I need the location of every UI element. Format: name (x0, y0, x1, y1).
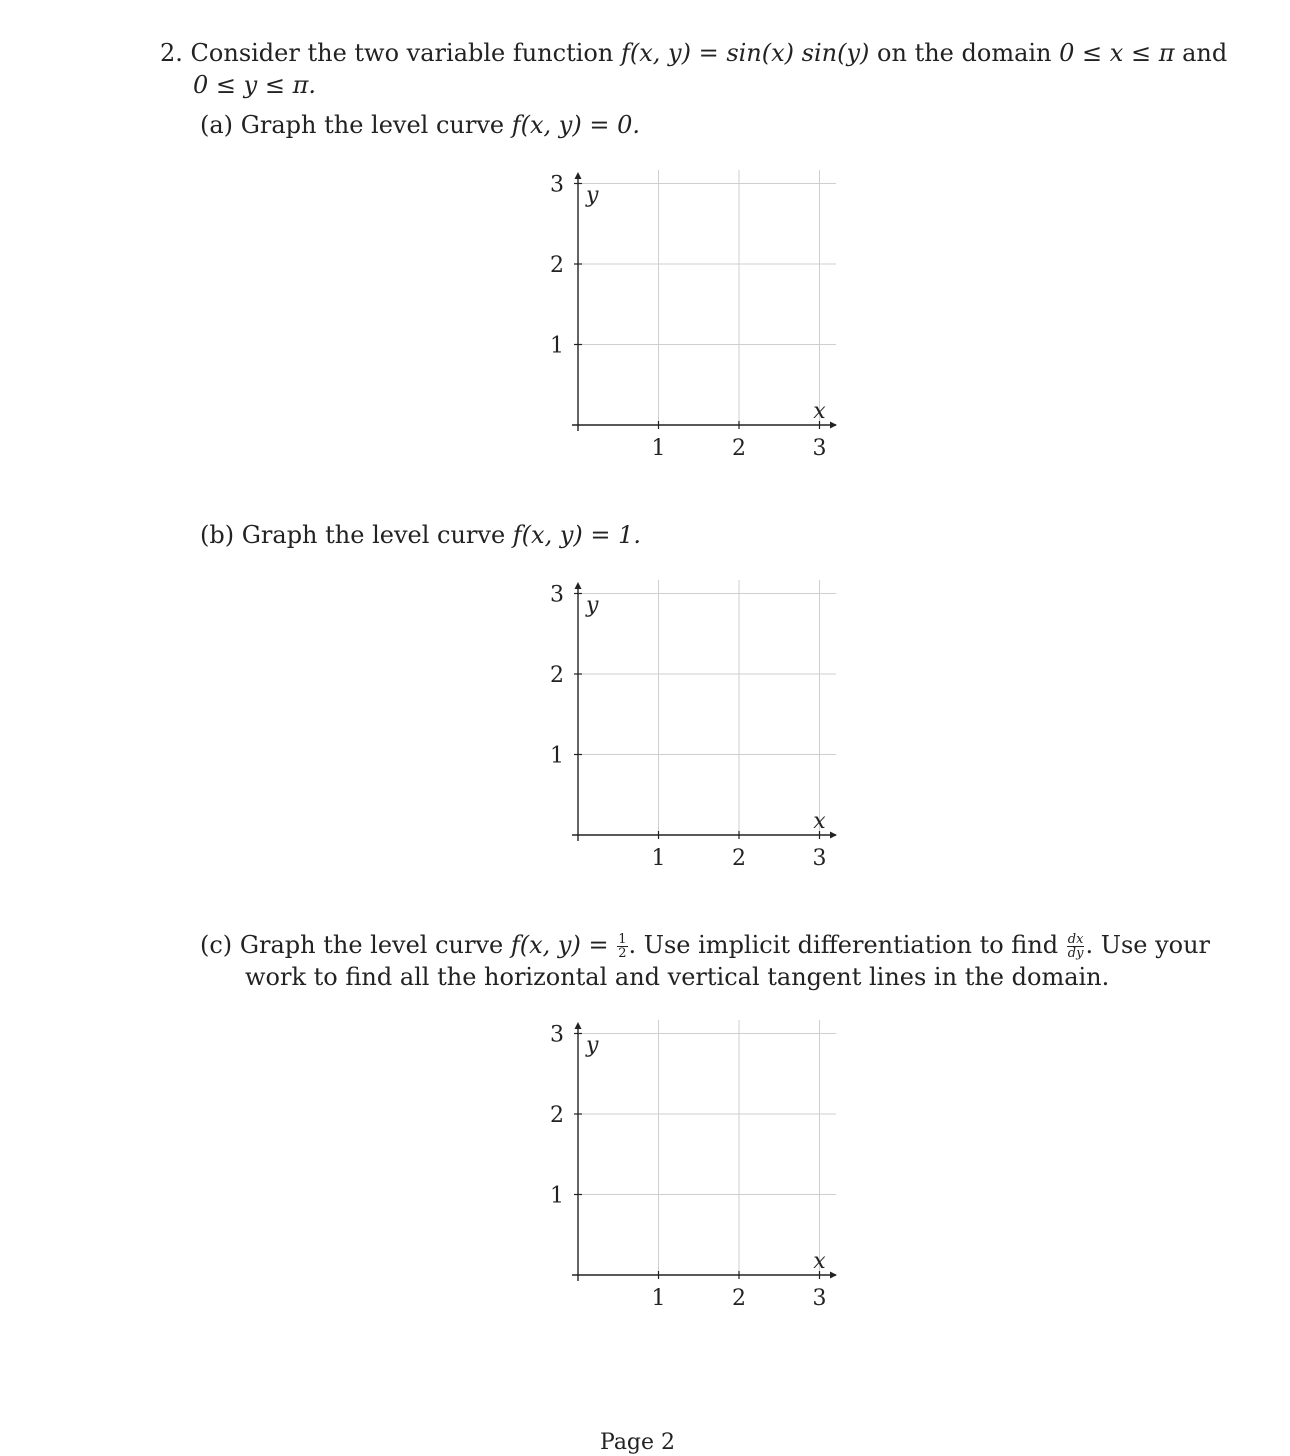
problem-statement-line2 (193, 70, 316, 100)
x-tick-label: 2 (732, 846, 746, 871)
part-c-tail: . Use your (1085, 931, 1211, 959)
part-c-equation-lhs: f(x, y) = (510, 931, 609, 959)
y-tick-label: 2 (550, 1103, 564, 1128)
x-tick-label: 3 (812, 846, 827, 871)
y-domain: 0 ≤ y ≤ π. (193, 71, 316, 99)
half-fraction-denominator: 2 (618, 946, 627, 961)
y-axis-label: y (586, 593, 599, 618)
derivative-numerator: dx (1067, 932, 1084, 947)
x-domain: 0 ≤ x ≤ π (1059, 39, 1175, 67)
x-tick-label: 1 (651, 846, 666, 871)
derivative-fraction (1067, 933, 1085, 960)
part-c-label: (c) (200, 931, 233, 959)
y-axis-arrow-icon (575, 172, 582, 179)
part-c-text: Graph the level curve (239, 931, 504, 959)
coordinate-grid (540, 570, 850, 870)
problem-intro-pre: Consider the two variable function (190, 39, 614, 67)
graph-a (540, 160, 850, 460)
half-fraction (617, 933, 627, 960)
y-tick-label: 1 (550, 1183, 564, 1209)
x-tick-label: 1 (651, 1286, 666, 1311)
y-axis-arrow-icon (575, 1022, 582, 1029)
part-a-equation: f(x, y) = 0. (511, 111, 640, 139)
page-footer: Page 2 (600, 1430, 676, 1455)
part-a-label: (a) (200, 111, 234, 139)
y-axis-label: y (586, 1033, 599, 1058)
derivative-denominator: dy (1067, 946, 1084, 961)
x-axis-label: x (813, 1249, 826, 1274)
x-axis-label: x (813, 399, 826, 424)
y-tick-label: 2 (550, 253, 564, 278)
part-c-line2: work to find all the horizontal and vertical tangent lines in the domain. (245, 963, 1110, 991)
coordinate-grid (540, 1010, 850, 1310)
part-c-after-fraction: . Use implicit differentiation to find (628, 931, 1059, 959)
y-tick-label: 3 (550, 1022, 564, 1048)
function-definition: f(x, y) = sin(x) sin(y) (620, 39, 870, 67)
x-axis-arrow-icon (830, 832, 837, 839)
x-tick-label: 2 (732, 436, 746, 461)
part-b-label: (b) (200, 521, 235, 549)
y-tick-label: 3 (550, 582, 564, 608)
half-fraction-numerator: 1 (618, 932, 627, 947)
problem-number: 2. (160, 39, 183, 67)
part-a-prompt (200, 110, 640, 140)
x-tick-label: 3 (812, 1286, 827, 1311)
y-axis-arrow-icon (575, 582, 582, 589)
y-tick-label: 3 (550, 172, 564, 198)
y-axis-label: y (586, 183, 599, 208)
part-b-equation: f(x, y) = 1. (512, 521, 642, 549)
problem-statement-line1 (160, 38, 1227, 68)
x-axis-arrow-icon (830, 1272, 837, 1279)
x-tick-label: 2 (732, 1286, 746, 1311)
y-tick-label: 1 (550, 333, 564, 359)
problem-intro-mid: on the domain (877, 39, 1052, 67)
part-c-prompt-line1 (200, 930, 1210, 960)
y-tick-label: 1 (550, 743, 564, 769)
x-tick-label: 1 (651, 436, 666, 461)
part-c-prompt-line2 (245, 962, 1109, 992)
problem-intro-post: and (1182, 39, 1228, 67)
graph-c (540, 1010, 850, 1310)
part-b-text: Graph the level curve (241, 521, 506, 549)
part-a-text: Graph the level curve (240, 111, 505, 139)
y-tick-label: 2 (550, 663, 564, 688)
part-b-prompt (200, 520, 641, 550)
graph-b (540, 570, 850, 870)
x-axis-arrow-icon (830, 422, 837, 429)
coordinate-grid (540, 160, 850, 460)
x-axis-label: x (813, 809, 826, 834)
x-tick-label: 3 (812, 436, 827, 461)
